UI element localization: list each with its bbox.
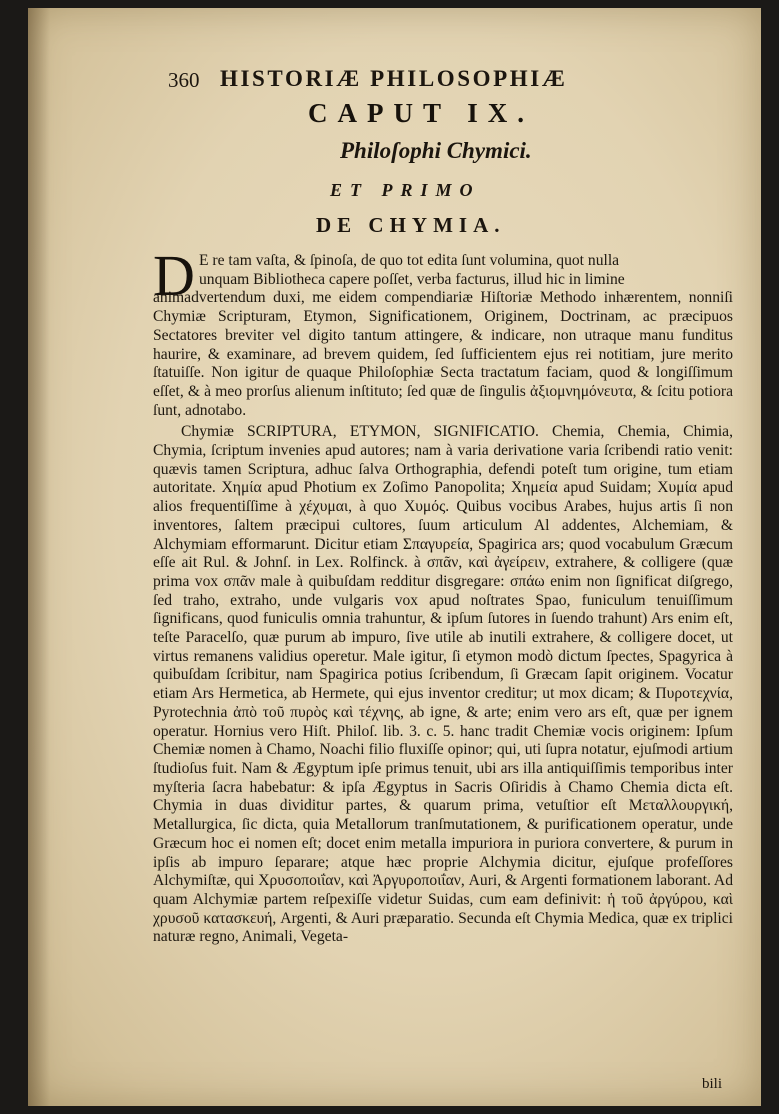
body-text: [153, 252, 733, 947]
paragraph-1-line-2: unquam Bibliotheca capere poſſet, verba facturus, illud hic in limine: [199, 270, 625, 288]
paragraph-2: Chymiæ SCRIPTURA, ETYMON, SIGNIFICATIO. Chemia, Chemia, Chimia, Chymia, ſcriptum invenies apud autores; nam à varia derivatione varia ſcribendi ratio venit: quævis tamen Scriptura, adhuc ſalva Orthographia, defendi poteſt tum origine, tum etiam autoritate. Χημία apud Photium ex Zoſimo Panopolita; Χημεία apud Suidam; Χυμία apud alios frequentiſſime à χέχυμαι, à quo Χυμός. Quibus vocibus Arabes, hujus artis ſi non inventores, ſaltem præcipui cultores, ſuum articulum Al addentes, Alchemiam, & Alchymiam efformarunt. Dicitur etiam Σπαγυρεία, Spagirica ars; quod vocabulum Græcum eſſe ait Rul. & Johnſ. in Lex. Rolfinck. à σπᾶν, καὶ ἀγείρειν, extrahere, & colligere (quæ prima vox σπᾶν male à quibuſdam redditur disgregare: σπάω enim non ſignificat diſgrego, ſed traho, extraho, unde vulgaris vox apud noſtrates Spao, funiculum tenuiſſimum ſignificans, quod funiculis omnia trahuntur, & ipſum ſutores in ſuendo trahunt) Ars enim eſt, teſte Paracelſo, quæ purum ab impuro, ſive utile ab inutili extrahere, & colligere docet, ut virtus remanens validius operetur. Male igitur, ſi etymon modò dictum ſpectes, Spagyrica à quibuſdam ſcribitur, nam Spagirica potius ſcribendum, ſi Græcam ſapit originem. Vocatur etiam Ars Hermetica, ab Hermete, qui ejus inventor creditur; ut mox dicam; & Πυροτεχνία, Pyrotechnia ἀπὸ τοῦ πυρὸς καὶ τέχνης, ab igne, & arte; enim vero ars eſt, quæ per ignem operatur. Hornius vero Hiſt. Philoſ. lib. 3. c. 5. hanc tradit Chemiæ vocis originem: Ipſum Chemiæ nomen à Chamo, Noachi filio fluxiſſe opinor; qui, uti ſupra notatur, ejuſmodi artium ſtudioſus fuit. Nam & Ægyptum ipſe primus tenuit, ubi ars illa antiquiſſimis temporibus inter myſteria ſacra habebatur: & ipſa Ægyptus in Sacris Oſiridis à Chamo Chemia dicta eſt. Chymia in duas dividitur partes, & quarum prima, vetuſtior eſt Μεταλλουργική, Metallurgica, ſic dicta, quia Metallorum tranſmutationem, & purificationem operatur, unde Græcum hoc ei nomen eſt; docet enim metalla impuriora in puriora convertere, & purum in ipſis ab impuro ſeparare; atque hæc proprie Alchymia dicitur, ejuſque profeſſores Alchymiſtæ, qui Χρυσοποιΐαν, καὶ Ἀργυροποιΐαν, Auri, & Argenti formationem laborant. Ad quam Alchymiæ partem reſpexiſſe videtur Suidas, cum eam definivit: ἡ τοῦ ἀργύρου, καὶ χρυσοῦ κατασκευή, Argenti, & Auri præparatio. Secunda eſt Chymia Medica, quæ ex triplici naturæ regno, Animali, Vegeta-: [153, 423, 733, 946]
page-gutter-shadow: [28, 8, 50, 1106]
page-number: 360: [168, 68, 200, 92]
catchword: bili: [702, 1076, 723, 1092]
paragraph-1-rest: animadvertendum duxi, me eidem compendiariæ Hiſtoriæ Methodo inhærentem, nonniſi Chymiæ Scripturam, Etymon, Significationem, Originem, Doctrinam, ac præcipuos Sectatores breviter vel digito tantum attingere, & indicare, non utraque manu funditus haurire, & examinare, ad brevem quidem, ſed ſufficientem ejus rei notitiam, jure merito ſtatuiſſe. Non igitur de quaque Philoſophiæ Secta tractatum faciam, quod & longiſſimum eſſet, & à meo prorſus alienum inſtituto; ſed quæ de ſingulis ἀξιομνημόνευτα, & ſcitu potiora ſunt, adnotabo.: [153, 289, 733, 419]
drop-cap: D: [153, 243, 195, 308]
chapter-title: CAPUT IX.: [308, 98, 535, 128]
section-heading-2: DE CHYMIA.: [316, 213, 506, 237]
paragraph-1-line-1: E re tam vaſta, & ſpinoſa, de quo tot edita ſunt volumina, quot nulla: [199, 252, 620, 269]
paragraph-1: [153, 252, 733, 420]
section-heading-1: ET PRIMO: [330, 180, 481, 200]
chapter-subtitle: Philoſophi Chymici.: [340, 138, 532, 163]
running-title: HISTORIÆ PHILOSOPHIÆ: [220, 66, 568, 91]
page-header: [168, 66, 708, 96]
